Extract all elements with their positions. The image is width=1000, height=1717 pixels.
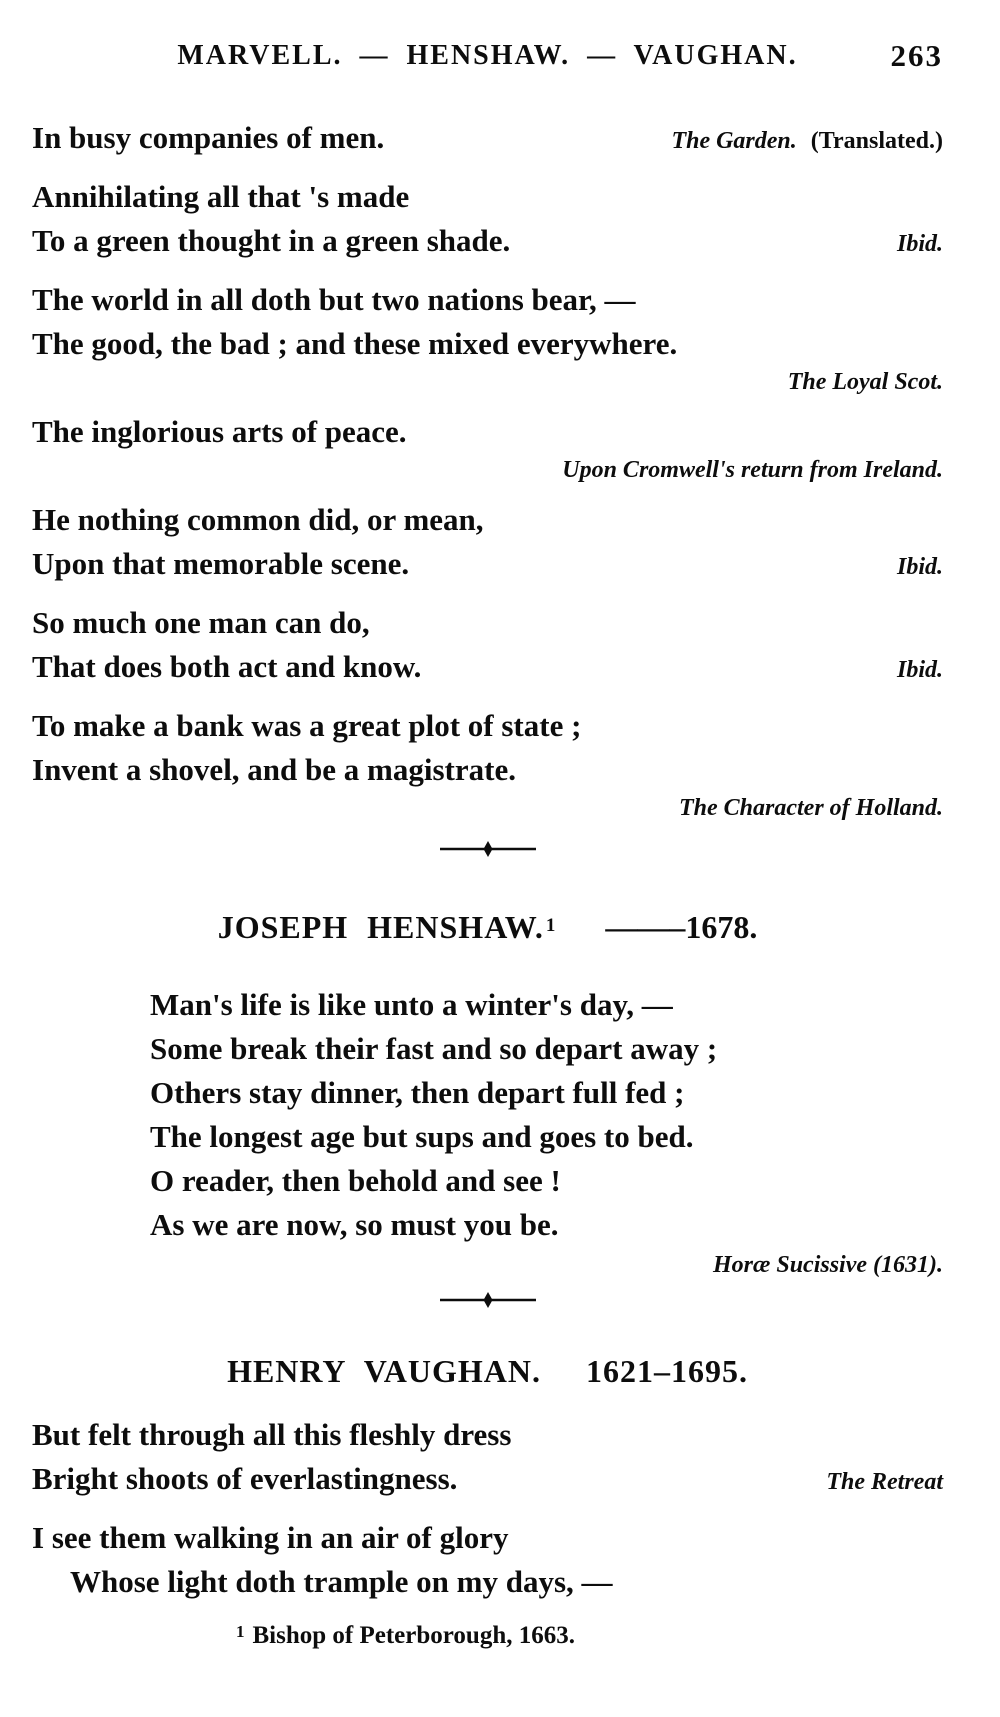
verse-line: As we are now, so must you be. xyxy=(150,1207,559,1242)
verse-line: Invent a shovel, and be a magistrate. xyxy=(32,752,516,787)
verse-line: Whose light doth trample on my days, — xyxy=(70,1564,613,1599)
verse-line: To make a bank was a great plot of state ; xyxy=(32,708,582,743)
quote-attribution xyxy=(897,648,943,692)
page-content xyxy=(32,0,943,1604)
section-divider-ornament xyxy=(32,1291,943,1309)
author-dates: 1621–1695. xyxy=(585,1353,748,1389)
section-divider-ornament xyxy=(32,840,943,858)
poem-block xyxy=(150,983,943,1247)
running-head-title: MARVELL. — HENSHAW. — VAUGHAN. xyxy=(177,40,798,71)
attribution-source: The Retreat xyxy=(826,1469,943,1495)
quote-entry xyxy=(32,498,943,589)
quote-entry xyxy=(32,175,943,266)
verse-text: Bright shoots of everlastingness. xyxy=(32,1461,458,1496)
section-heading-henshaw xyxy=(32,904,943,949)
verse-line: Annihilating all that 's made xyxy=(32,179,410,214)
quote-attribution xyxy=(32,366,943,398)
verse-line: Man's life is like unto a winter's day, — xyxy=(150,987,673,1022)
quote-entry xyxy=(32,410,943,486)
verse-line: The inglorious arts of peace. xyxy=(32,414,407,449)
verse-line: But felt through all this fleshly dress xyxy=(32,1417,512,1452)
attribution-source: The Garden. xyxy=(671,128,797,154)
verse-line: O reader, then behold and see ! xyxy=(150,1163,561,1198)
quote-attribution xyxy=(32,792,943,824)
attribution-source: The Loyal Scot. xyxy=(787,369,943,395)
attribution-source: Upon Cromwell's return from Ireland. xyxy=(562,457,943,483)
attribution-source: The Character of Holland. xyxy=(678,795,943,821)
verse-line: So much one man can do, xyxy=(32,605,370,640)
footnote-text: Bishop of Peterborough, 1663. xyxy=(252,1622,575,1649)
verse-line xyxy=(32,645,943,692)
attribution-source: Horæ Sucissive (1631). xyxy=(713,1252,943,1278)
verse-text: That does both act and know. xyxy=(32,649,422,684)
footnote xyxy=(236,1622,575,1650)
rule-diamond-icon xyxy=(440,840,536,858)
quote-entry xyxy=(32,1413,943,1504)
quote-entry xyxy=(32,601,943,692)
verse-line xyxy=(32,219,943,266)
running-head xyxy=(32,36,943,76)
attribution-note: (Translated.) xyxy=(810,128,943,154)
attribution-source: Ibid. xyxy=(896,657,943,683)
quote-attribution xyxy=(897,545,943,589)
verse-text: To a green thought in a green shade. xyxy=(32,223,511,258)
verse-text: Upon that memorable scene. xyxy=(32,546,410,581)
footnote-reference: 1 xyxy=(545,915,557,936)
section-heading-vaughan xyxy=(32,1349,943,1393)
quote-attribution xyxy=(897,222,943,266)
verse-line xyxy=(32,542,943,589)
attribution-source: Ibid. xyxy=(896,554,943,580)
quote-entry xyxy=(32,278,943,398)
quote-attribution xyxy=(671,119,943,163)
quote-attribution xyxy=(32,454,943,486)
quote-entry xyxy=(32,116,943,163)
attribution-source: Ibid. xyxy=(896,231,943,257)
verse-line: The good, the bad ; and these mixed everywhere. xyxy=(32,326,678,361)
author-dates: ——–1678. xyxy=(605,909,758,945)
verse-text: In busy companies of men. xyxy=(32,120,385,155)
verse-line: The world in all doth but two nations bear, — xyxy=(32,282,636,317)
verse-line: The longest age but sups and goes to bed. xyxy=(150,1119,694,1154)
author-name: HENRY VAUGHAN. xyxy=(227,1353,541,1389)
quote-attribution xyxy=(32,1249,943,1281)
verse-line: Some break their fast and so depart away ; xyxy=(150,1031,718,1066)
author-name: JOSEPH HENSHAW. xyxy=(217,909,544,945)
verse-line: Others stay dinner, then depart full fed ; xyxy=(150,1075,685,1110)
verse-line: I see them walking in an air of glory xyxy=(32,1520,509,1555)
page-number: 263 xyxy=(890,38,943,73)
verse-line: He nothing common did, or mean, xyxy=(32,502,484,537)
quote-attribution xyxy=(826,1460,943,1504)
footnote-marker: 1 xyxy=(236,1622,245,1641)
quote-entry xyxy=(32,704,943,824)
verse-line xyxy=(32,1457,943,1504)
rule-diamond-icon xyxy=(440,1291,536,1309)
verse-line xyxy=(32,116,943,163)
quote-entry xyxy=(32,1516,943,1604)
